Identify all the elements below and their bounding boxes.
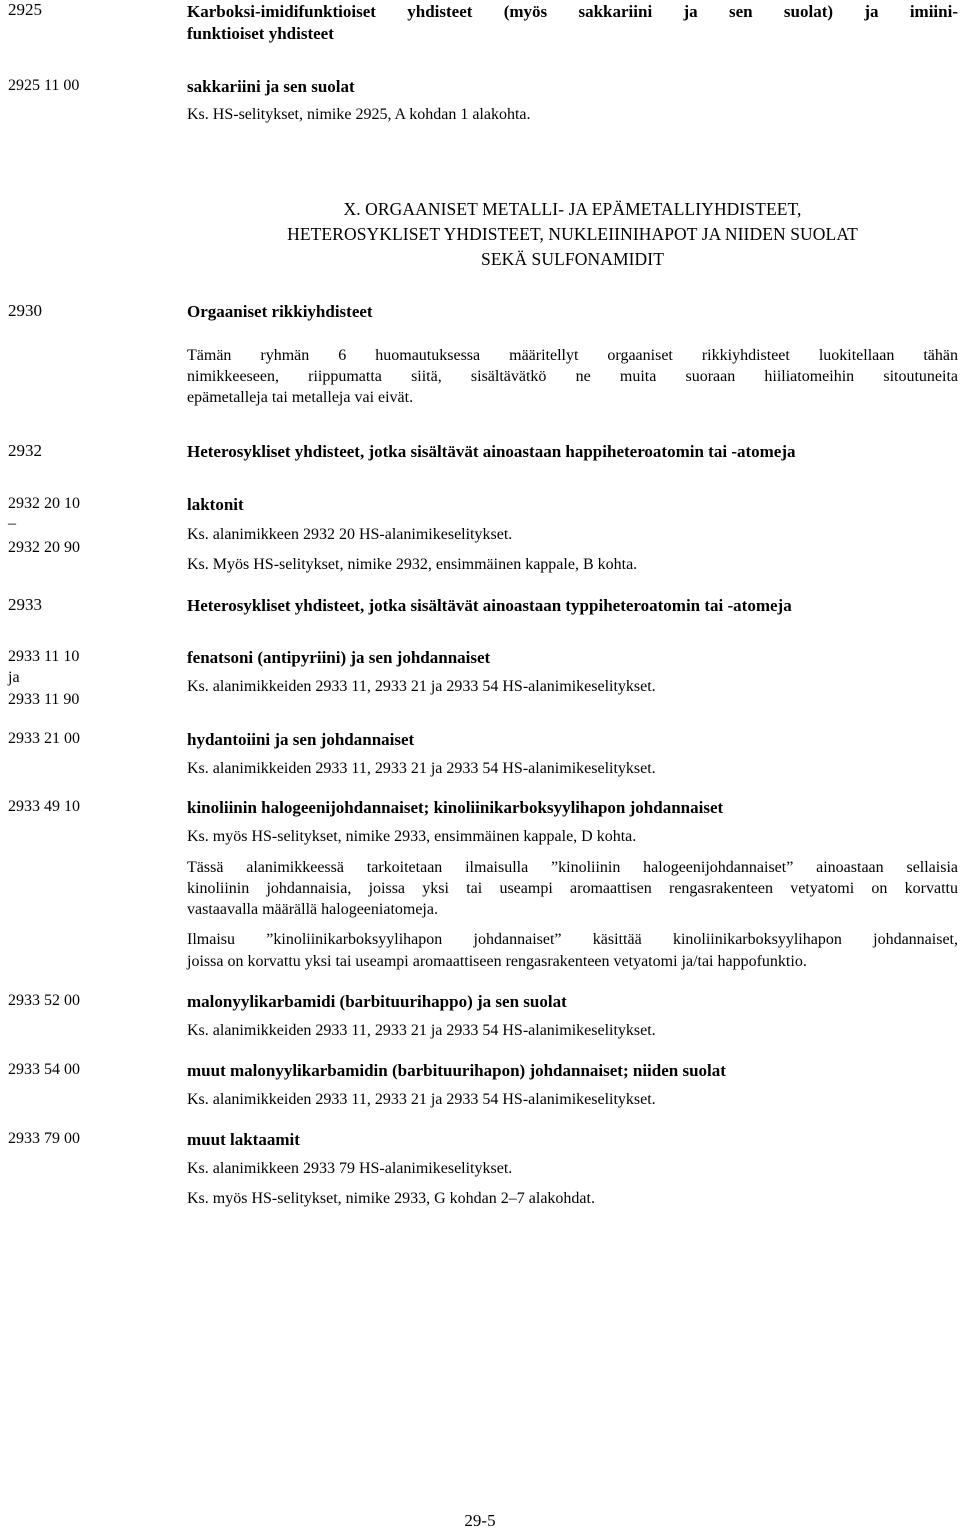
heading-2932: Heterosykliset yhdisteet, jotka sisältävät ainoastaan happiheteroatomin tai -atomeja <box>187 442 796 461</box>
code-2925: 2925 <box>8 0 42 19</box>
heading-hydantoiini: hydantoiini ja sen johdannaiset <box>187 730 415 749</box>
paragraph-2930-line3: epämetalleja tai metalleja vai eivät. <box>187 389 414 406</box>
paragraph-2930-line1: Tämän ryhmän 6 huomautuksessa määritellyt orgaaniset rikkiyhdisteet luokitellaan tähän <box>187 347 958 364</box>
reference-2925: Ks. HS-selitykset, nimike 2925, A kohdan 1 alakohta. <box>187 106 531 123</box>
reference-2933-also: Ks. myös HS-selitykset, nimike 2933, G kohdan 2–7 alakohdat. <box>187 1190 595 1207</box>
code-2933-11-10: 2933 11 10 <box>8 648 80 665</box>
code-2933-11-90: 2933 11 90 <box>8 691 80 708</box>
code-2933-54-00: 2933 54 00 <box>8 1061 80 1078</box>
heading-2930: Orgaaniset rikkiyhdisteet <box>187 302 373 321</box>
code-2932-20-90: 2932 20 90 <box>8 539 80 556</box>
code-2933-79-00: 2933 79 00 <box>8 1130 80 1147</box>
code-range-separator: ja <box>8 669 20 686</box>
paragraph-kinoliini-1-line1: Tässä alanimikkeessä tarkoitetaan ilmaisulla ”kinoliinin halogeenijohdannaiset” ainoastaan sellaisia <box>187 859 958 876</box>
heading-fenatsoni: fenatsoni (antipyriini) ja sen johdannaiset <box>187 648 491 667</box>
reference-2932-20: Ks. alanimikkeen 2932 20 HS-alanimikeselitykset. <box>187 526 513 543</box>
paragraph-kinoliini-1-line3: vastaavalla määrällä halogeeniatomeja. <box>187 901 438 918</box>
reference-2933-52: Ks. alanimikkeiden 2933 11, 2933 21 ja 2933 54 HS-alanimikeselitykset. <box>187 1022 656 1039</box>
heading-muut-laktaamit: muut laktaamit <box>187 1130 300 1149</box>
code-2930: 2930 <box>8 301 42 320</box>
chapter-heading-line3: SEKÄ SULFONAMIDIT <box>480 249 665 269</box>
reference-2933-54: Ks. alanimikkeiden 2933 11, 2933 21 ja 2933 54 HS-alanimikeselitykset. <box>187 1091 656 1108</box>
page-number: 29-5 <box>464 1511 496 1530</box>
heading-malonyylikarbamidi: malonyylikarbamidi (barbituurihappo) ja sen suolat <box>187 992 567 1011</box>
reference-2932-also: Ks. Myös HS-selitykset, nimike 2932, ensimmäinen kappale, B kohta. <box>187 556 638 573</box>
heading-muut-malonyylikarbamidin: muut malonyylikarbamidin (barbituurihapon) johdannaiset; niiden suolat <box>187 1061 726 1080</box>
code-2933-49-10: 2933 49 10 <box>8 798 80 815</box>
reference-2933-11: Ks. alanimikkeiden 2933 11, 2933 21 ja 2933 54 HS-alanimikeselitykset. <box>187 678 656 695</box>
reference-2933-79: Ks. alanimikkeen 2933 79 HS-alanimikeselitykset. <box>187 1160 513 1177</box>
heading-laktonit: laktonit <box>187 495 244 514</box>
reference-2933-21: Ks. alanimikkeiden 2933 11, 2933 21 ja 2933 54 HS-alanimikeselitykset. <box>187 760 656 777</box>
code-2932-20-10: 2932 20 10 <box>8 495 80 512</box>
heading-2933: Heterosykliset yhdisteet, jotka sisältävät ainoastaan typpiheteroatomin tai -atomeja <box>187 596 792 615</box>
code-2925-11-00: 2925 11 00 <box>8 77 80 94</box>
heading-2925-line2: funktioiset yhdisteet <box>187 24 334 43</box>
code-2933: 2933 <box>8 595 42 614</box>
code-2932: 2932 <box>8 441 42 460</box>
paragraph-kinoliini-2-line2: joissa on korvattu yksi tai useampi aromaattiseen rengasrakenteen vetyatomi ja/tai happofunktio. <box>187 953 807 970</box>
reference-2933-49: Ks. myös HS-selitykset, nimike 2933, ensimmäinen kappale, D kohta. <box>187 828 637 845</box>
code-range-separator: – <box>8 515 16 532</box>
chapter-heading-line2: HETEROSYKLISET YHDISTEET, NUKLEIINIHAPOT JA NIIDEN SUOLAT <box>287 224 858 244</box>
paragraph-kinoliini-2-line1: Ilmaisu ”kinoliinikarboksyylihapon johdannaiset” käsittää kinoliinikarboksyylihapon johdannaiset, <box>187 931 958 948</box>
paragraph-2930-line2: nimikkeeseen, riippumatta siitä, sisältävätkö ne muita suoraan hiiliatomeihin sitoutuneita <box>187 368 958 385</box>
heading-kinoliini: kinoliinin halogeenijohdannaiset; kinoliinikarboksyylihapon johdannaiset <box>187 798 724 817</box>
code-2933-21-00: 2933 21 00 <box>8 730 80 747</box>
paragraph-kinoliini-1-line2: kinoliinin johdannaisia, joissa yksi tai useampi aromaattisen rengasrakenteen vetyatomi on korvattu <box>187 880 958 897</box>
chapter-heading-line1: X. ORGAANISET METALLI- JA EPÄMETALLIYHDISTEET, <box>343 199 802 219</box>
code-2933-52-00: 2933 52 00 <box>8 992 80 1009</box>
heading-sakkariini: sakkariini ja sen suolat <box>187 77 355 96</box>
heading-2925-line1: Karboksi-imidifunktioiset yhdisteet (myös sakkariini ja sen suolat) ja imiini- <box>187 2 958 21</box>
